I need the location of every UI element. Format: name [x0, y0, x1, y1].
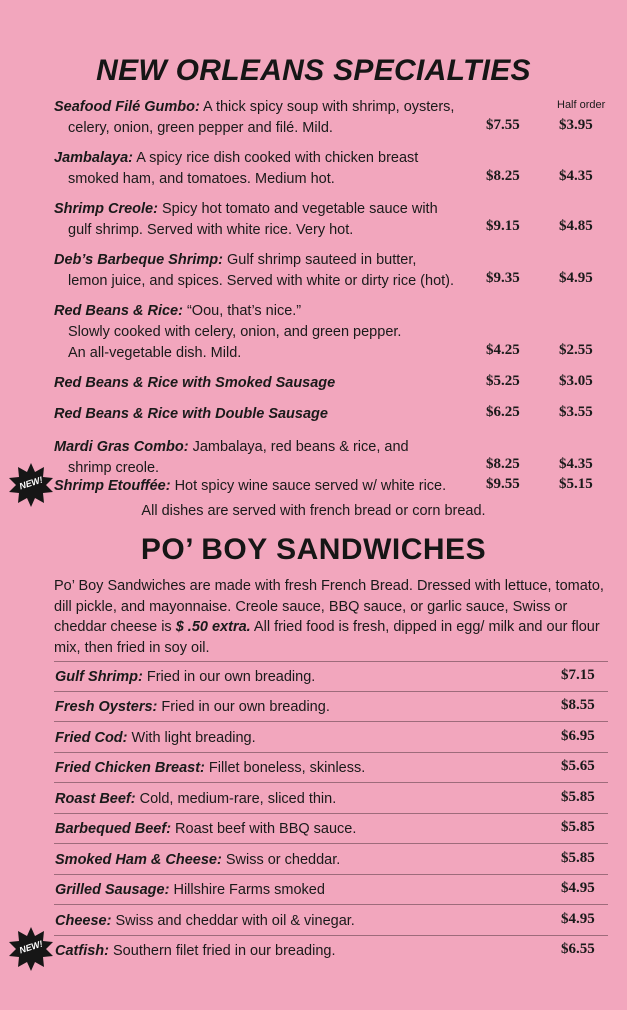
item-price: $4.95 [561, 911, 595, 927]
divider [54, 813, 608, 814]
item-name: Cheese: [55, 913, 112, 929]
sandwich-item-catfish [55, 941, 615, 961]
item-desc: Fillet boneless, skinless. [204, 760, 366, 776]
divider [54, 721, 608, 722]
item-name: Fried Cod: [55, 730, 128, 746]
divider [54, 904, 608, 905]
item-desc: Swiss or cheddar. [221, 852, 341, 868]
item-price: $7.15 [561, 667, 595, 683]
item-half-price: $4.35 [559, 456, 593, 472]
item-desc: Hillshire Farms smoked [169, 882, 325, 898]
item-desc: smoked ham, and tomatoes. Medium hot. [68, 171, 335, 187]
item-price: $9.35 [486, 270, 520, 286]
item-desc: Slowly cooked with celery, onion, and green pepper. [68, 324, 402, 340]
item-desc: Spicy hot tomato and vegetable sauce with [157, 201, 438, 217]
item-price: $9.15 [486, 218, 520, 234]
menu-item-red-beans-smoked [54, 373, 614, 394]
item-price: $5.65 [561, 758, 595, 774]
divider [54, 874, 608, 875]
item-desc: Jambalaya, red beans & rice, and [188, 439, 409, 455]
item-price: $4.95 [561, 880, 595, 896]
item-desc: “Oou, that’s nice.” [182, 303, 302, 319]
item-name: Smoked Ham & Cheese: [55, 852, 222, 868]
item-name: Red Beans & Rice: [54, 303, 183, 319]
menu-item-gumbo [54, 97, 614, 139]
new-badge-icon [8, 926, 54, 972]
item-desc: Cold, medium-rare, sliced thin. [135, 791, 337, 807]
item-price: $8.55 [561, 697, 595, 713]
item-name: Red Beans & Rice with Smoked Sausage [54, 375, 336, 391]
specialties-note: All dishes are served with french bread or corn bread. [141, 503, 486, 519]
item-name: Barbequed Beef: [55, 821, 172, 837]
menu-item-jambalaya [54, 148, 614, 190]
item-price: $4.25 [486, 342, 520, 358]
sandwich-item-sausage [55, 880, 615, 900]
half-order-label: Half order [557, 99, 606, 111]
item-half-price: $2.55 [559, 342, 593, 358]
item-price: $6.25 [486, 404, 520, 420]
item-half-price: $4.95 [559, 270, 593, 286]
item-price: $5.85 [561, 850, 595, 866]
item-name: Fried Chicken Breast: [55, 760, 205, 776]
menu-item-red-beans-double [54, 404, 614, 425]
item-desc: gulf shrimp. Served with white rice. Very hot. [68, 222, 354, 238]
specialties-title: NEW ORLEANS SPECIALTIES [96, 54, 531, 87]
menu-item-mardi-gras [54, 437, 614, 479]
sandwich-item-ham-cheese [55, 850, 615, 870]
sandwich-item-bbq-beef [55, 819, 615, 839]
item-half-price: $4.85 [559, 218, 593, 234]
divider [54, 935, 608, 936]
item-desc: celery, onion, green pepper and filé. Mild. [68, 120, 333, 136]
divider [54, 843, 608, 844]
menu-item-etouffee [54, 476, 614, 497]
item-name: Catfish: [55, 943, 109, 959]
poboy-intro [54, 576, 614, 658]
item-half-price: $3.55 [559, 404, 593, 420]
item-name: Deb’s Barbeque Shrimp: [54, 252, 223, 268]
item-name: Seafood Filé Gumbo: [54, 99, 200, 115]
poboy-title: PO’ BOY SANDWICHES [140, 533, 487, 566]
menu-item-red-beans [54, 301, 614, 364]
divider [54, 782, 608, 783]
item-desc: shrimp creole. [68, 460, 160, 476]
new-badge-label: NEW! [18, 474, 44, 492]
item-price: $9.55 [486, 476, 520, 492]
menu-item-shrimp-creole [54, 199, 614, 241]
item-name: Shrimp Creole: [54, 201, 158, 217]
divider [54, 691, 608, 692]
item-price: $5.85 [561, 819, 595, 835]
item-price: $6.95 [561, 728, 595, 744]
item-half-price: $4.35 [559, 168, 593, 184]
item-desc: Southern filet fried in our breading. [108, 943, 336, 959]
new-badge-label: NEW! [18, 938, 44, 956]
item-desc: An all-vegetable dish. Mild. [68, 345, 242, 361]
item-desc: A thick spicy soup with shrimp, oysters, [199, 99, 455, 115]
item-name: Fresh Oysters: [55, 699, 158, 715]
item-name: Jambalaya: [54, 150, 133, 166]
item-price: $8.25 [486, 456, 520, 472]
sandwich-item-cheese [55, 911, 615, 931]
item-desc: lemon juice, and spices. Served with white or dirty rice (hot). [68, 273, 455, 289]
item-name: Roast Beef: [55, 791, 136, 807]
item-desc: Fried in our own breading. [142, 669, 316, 685]
item-half-price: $5.15 [559, 476, 593, 492]
sandwich-item-gulf-shrimp [55, 667, 615, 687]
item-price: $5.85 [561, 789, 595, 805]
item-price: $5.25 [486, 373, 520, 389]
item-name: Gulf Shrimp: [55, 669, 143, 685]
sandwich-item-oysters [55, 697, 615, 717]
intro-text: All fried food is fresh, dipped in egg/ milk and our flour mix, then fried in soy oil. [54, 619, 600, 656]
item-desc: A spicy rice dish cooked with chicken breast [133, 150, 419, 166]
intro-text: Po’ Boy Sandwiches are made with fresh French Bread. Dressed with lettuce, tomato, dill pickle, and mayonnaise. Creole sauce, BBQ sauce, or garlic sauce, Swiss or cheddar cheese is [54, 578, 604, 635]
item-half-price: $3.95 [559, 117, 593, 133]
item-half-price: $3.05 [559, 373, 593, 389]
item-name: Shrimp Etouffée: [54, 478, 171, 494]
item-price: $6.55 [561, 941, 595, 957]
menu-item-bbq-shrimp [54, 250, 614, 292]
item-price: $7.55 [486, 117, 520, 133]
divider [54, 752, 608, 753]
item-name: Grilled Sausage: [55, 882, 170, 898]
item-name: Mardi Gras Combo: [54, 439, 189, 455]
item-desc: Fried in our own breading. [157, 699, 330, 715]
item-desc: Roast beef with BBQ sauce. [171, 821, 357, 837]
item-name: Red Beans & Rice with Double Sausage [54, 406, 328, 422]
item-desc: Hot spicy wine sauce served w/ white rice. [170, 478, 447, 494]
sandwich-item-chicken [55, 758, 615, 778]
item-desc: Swiss and cheddar with oil & vinegar. [111, 913, 355, 929]
sandwich-item-roast-beef [55, 789, 615, 809]
item-desc: Gulf shrimp sauteed in butter, [222, 252, 417, 268]
item-price: $8.25 [486, 168, 520, 184]
intro-extra-price: $ .50 extra. [175, 619, 251, 635]
new-badge-icon [8, 462, 54, 508]
divider [54, 661, 608, 662]
item-desc: With light breading. [127, 730, 256, 746]
sandwich-item-cod [55, 728, 615, 748]
